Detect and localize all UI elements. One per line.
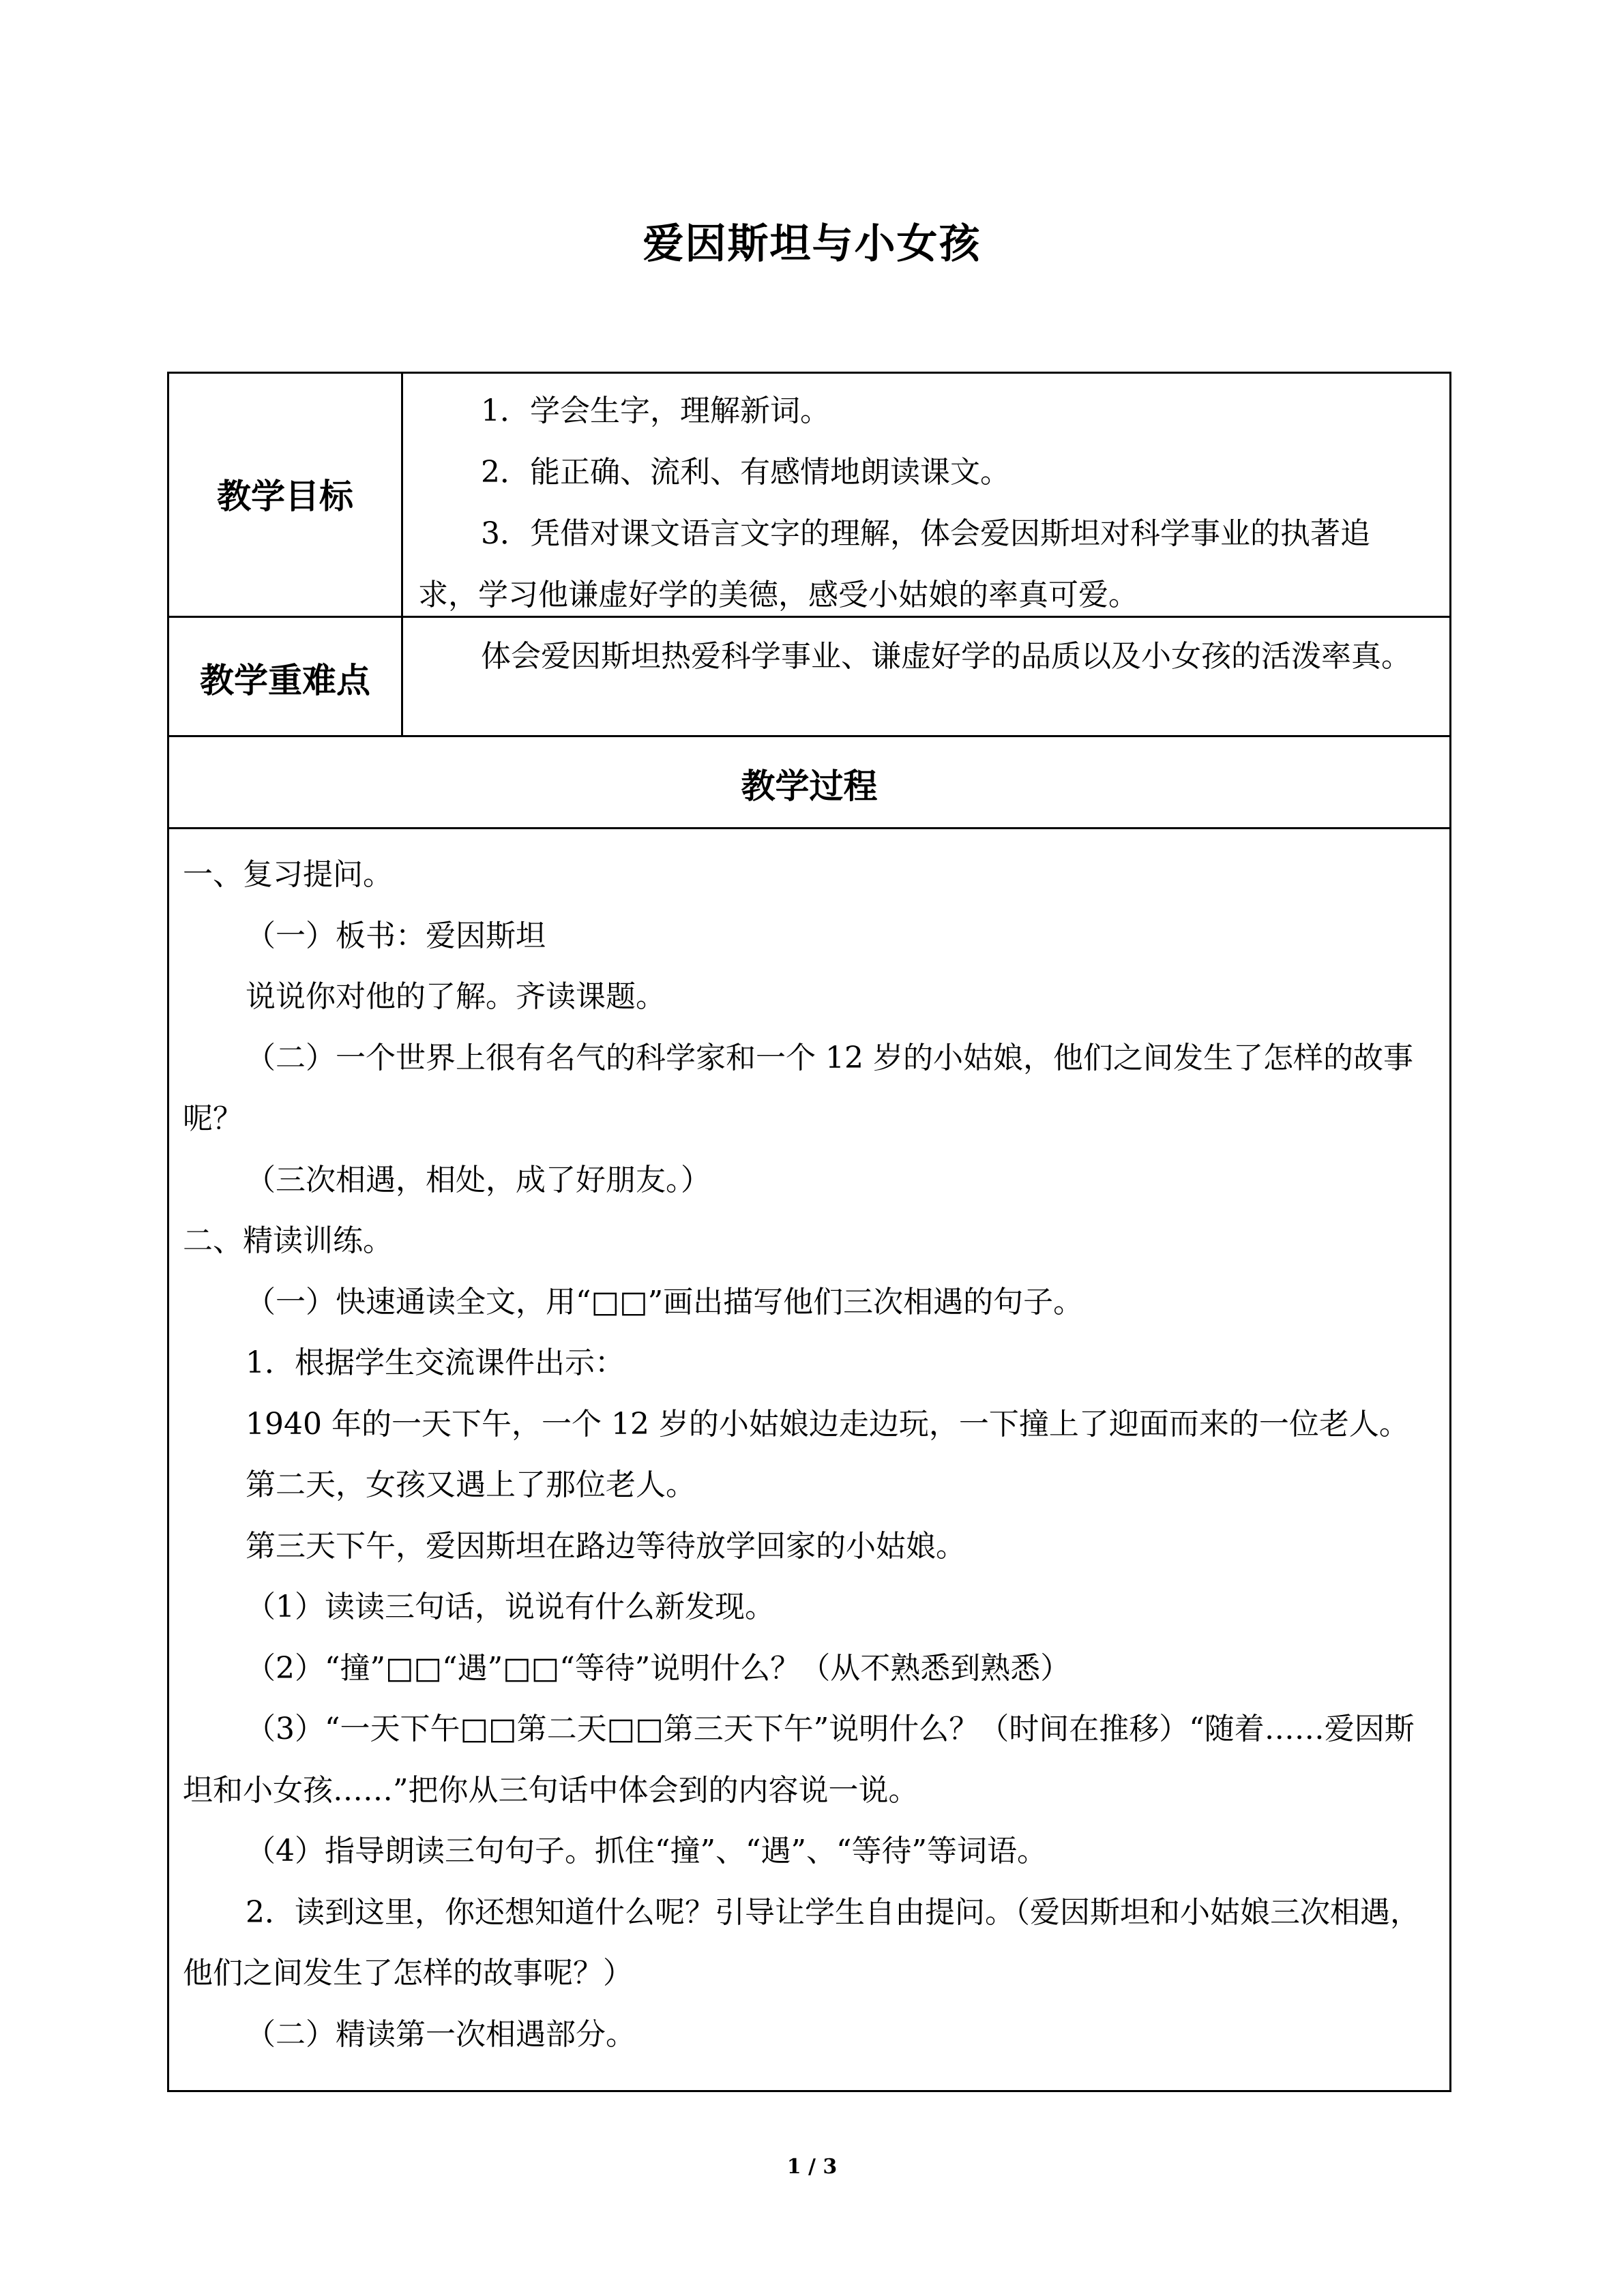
process-line: 1．根据学生交流课件出示： xyxy=(246,1345,625,1380)
process-line: 第三天下午，爱因斯坦在路边等待放学回家的小姑娘。 xyxy=(246,1528,966,1564)
page-number: 1 / 3 xyxy=(786,2155,838,2179)
process-line: （二）精读第一次相遇部分。 xyxy=(246,2016,636,2052)
process-line: （一）板书：爱因斯坦 xyxy=(246,918,546,953)
lesson-plan-table xyxy=(167,372,1451,2092)
column-divider xyxy=(401,374,403,735)
process-line: （3）“一天下午□□第二天□□第三天下午”说明什么？（时间在推移）“随着……爱因斯坦和小女孩……”把你从三句话中体会到的内容说一说。 xyxy=(183,1712,1415,1808)
key-points-text: 体会爱因斯坦热爱科学事业、谦虚好学的品质以及小女孩的活泼率真。 xyxy=(481,639,1411,674)
process-line: 第二天，女孩又遇上了那位老人。 xyxy=(246,1467,696,1502)
objective-item: 3．凭借对课文语言文字的理解，体会爱因斯坦对科学事业的执著追求，学习他谦虚好学的美德，感受小姑娘的率真可爱。 xyxy=(418,516,1370,612)
key-points-content xyxy=(418,626,1426,687)
process-header: 教学过程 xyxy=(741,766,878,806)
key-points-label: 教学重难点 xyxy=(200,660,370,700)
process-line: （4）指导朗读三句句子。抓住“撞”、“遇”、“等待”等词语。 xyxy=(246,1834,1047,1868)
objective-item: 1．学会生字，理解新词。 xyxy=(481,393,830,428)
row-divider xyxy=(169,616,1449,618)
process-line: （二）一个世界上很有名气的科学家和一个 12 岁的小姑娘，他们之间发生了怎样的故事呢？ xyxy=(183,1040,1413,1136)
process-line: 说说你对他的了解。齐读课题。 xyxy=(246,979,666,1014)
process-line: 一、复习提问。 xyxy=(183,857,393,892)
objective-item: 2．能正确、流利、有感情地朗读课文。 xyxy=(481,455,1010,490)
document-title: 爱因斯坦与小女孩 xyxy=(643,220,981,268)
row-divider xyxy=(169,735,1449,737)
objectives-content xyxy=(418,381,1426,626)
row-divider xyxy=(169,827,1449,829)
process-line: 2．读到这里，你还想知道什么呢？引导让学生自由提问。（爱因斯坦和小姑娘三次相遇，他们之间发生了怎样的故事呢？） xyxy=(183,1894,1420,1991)
process-line: 1940 年的一天下午，一个 12 岁的小姑娘边走边玩，一下撞上了迎面而来的一位老人。 xyxy=(246,1406,1409,1442)
objectives-label: 教学目标 xyxy=(217,476,353,516)
process-line: （1）读读三句话，说说有什么新发现。 xyxy=(246,1590,775,1624)
process-line: （2）“撞”□□“遇”□□“等待”说明什么？（从不熟悉到熟悉） xyxy=(246,1650,1071,1686)
process-line: （一）快速通读全文，用“□□”画出描写他们三次相遇的句子。 xyxy=(246,1284,1084,1320)
process-line: （三次相遇，相处，成了好朋友。） xyxy=(246,1162,711,1197)
process-content xyxy=(183,844,1426,2065)
process-line: 二、精读训练。 xyxy=(183,1223,393,1258)
